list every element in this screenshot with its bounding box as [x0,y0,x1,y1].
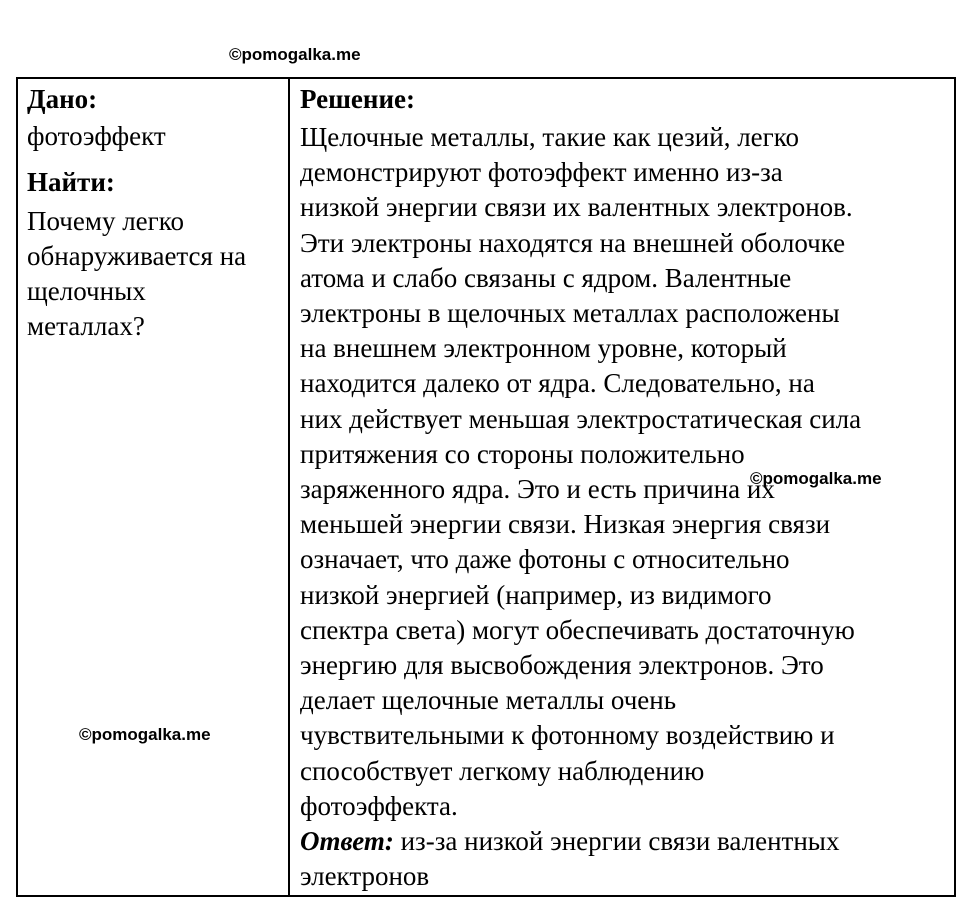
answer-line: электронов [300,861,430,892]
question-line: обнаруживается на [27,241,247,271]
solution-line: них действует меньшая электростатическая сила [300,403,862,434]
given-text: фотоэффект [27,121,166,151]
solution-line: электроны в щелочных металлах расположены [300,298,840,329]
solution-text [300,120,955,894]
watermark-top: ©pomogalka.me [229,45,361,64]
solution-line: фотоэффекта. [300,790,458,821]
solution-line: атома и слабо связаны с ядром. Валентные [300,262,792,293]
given-heading: Дано: [27,84,98,114]
solution-line: низкой энергией (например, из видимого [300,579,772,610]
solution-line: заряженного ядра. Это и есть причина их [300,474,775,505]
solution-column [300,82,955,894]
solution-line: демонстрируют фотоэффект именно из-за [300,157,783,188]
solution-line: низкой энергии связи их валентных электронов. [300,192,853,223]
answer-line [300,824,955,859]
solution-heading: Решение: [300,84,415,114]
solution-line: означает, что даже фотоны с относительно [300,544,790,575]
question-line: щелочных [27,276,146,306]
solution-line: Щелочные металлы, такие как цезий, легко [300,122,799,152]
solution-line: спектра света) могут обеспечивать достаточную [300,614,855,645]
watermark-left: ©pomogalka.me [79,725,211,744]
find-question [27,204,282,344]
find-heading: Найти: [27,167,115,197]
answer-text: из-за низкой энергии связи валентных [393,826,840,857]
question-line: металлах? [27,311,145,341]
solution-line: способствует легкому наблюдению [300,755,705,786]
solution-line: делает щелочные металлы очень [300,685,677,716]
solution-line: меньшей энергии связи. Низкая энергия связи [300,509,831,540]
solution-line: Эти электроны находятся на внешней оболочке [300,227,846,258]
answer-label: Ответ: [300,826,394,857]
given-find-column [27,82,282,344]
solution-line: находится далеко от ядра. Следовательно, на [300,368,815,399]
column-divider [288,79,290,895]
watermark-middle: ©pomogalka.me [750,469,882,488]
solution-line: на внешнем электронном уровне, который [300,333,787,364]
question-line: Почему легко [27,206,184,236]
solution-line: притяжения со стороны положительно [300,438,745,469]
solution-line: энергию для высвобождения электронов. Это [300,650,824,681]
solution-line: чувствительными к фотонному воздействию и [300,720,835,751]
